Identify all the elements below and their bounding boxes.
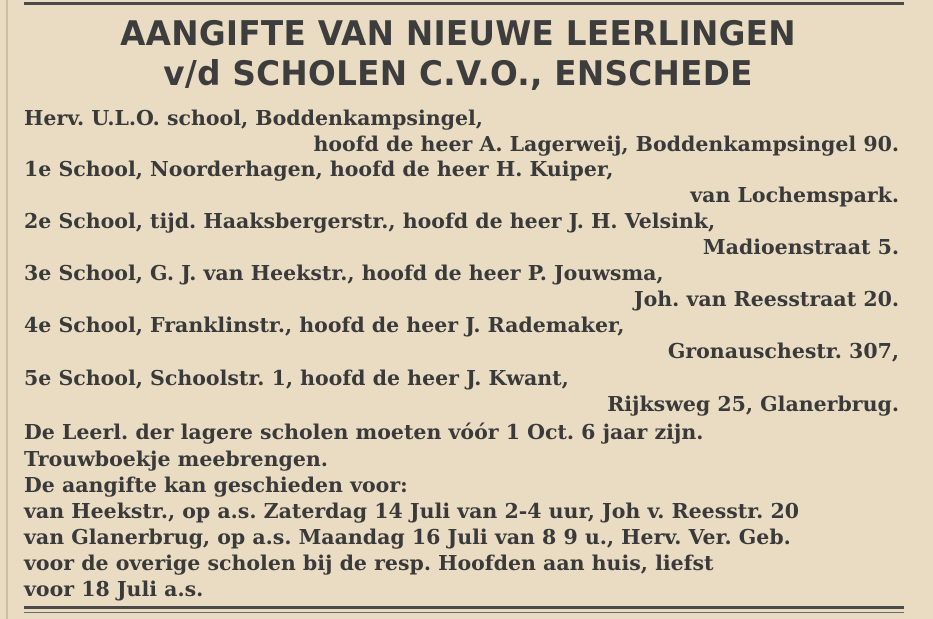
school-5-address: Rijksweg 25, Glanerbrug. (607, 392, 899, 416)
note-bring-booklet: Trouwboekje meebrengen. (24, 447, 328, 471)
school-2-address: Madioenstraat 5. (702, 235, 899, 259)
school-5-name: 5e School, Schoolstr. 1, hoofd de heer J. Kwant, (24, 366, 569, 390)
school-1-address: van Lochemspark. (690, 183, 899, 207)
bottom-rule (24, 606, 904, 609)
school-ulo-head: hoofd de heer A. Lagerweij, Boddenkampsingel 90. (313, 132, 899, 156)
school-1-name: 1e School, Noorderhagen, hoofd de heer H. Kuiper, (24, 157, 614, 181)
school-ulo-name: Herv. U.L.O. school, Boddenkampsingel, (24, 106, 483, 130)
school-3-name: 3e School, G. J. van Heekstr., hoofd de heer P. Jouwsma, (24, 261, 664, 285)
top-rule (24, 2, 904, 5)
bottom-rule-thin (24, 612, 904, 613)
school-3-address: Joh. van Reesstraat 20. (633, 287, 899, 311)
school-4-address: Gronauschestr. 307, (667, 339, 899, 363)
note-registration-deadline: voor 18 Juli a.s. (24, 577, 204, 601)
page-edge (6, 0, 8, 619)
school-4-name: 4e School, Franklinstr., hoofd de heer J. Rademaker, (24, 313, 625, 337)
note-registration-glanerbrug: van Glanerbrug, op a.s. Maandag 16 Juli van 8 9 u., Herv. Ver. Geb. (24, 525, 791, 549)
headline-line-2: v/d SCHOLEN C.V.O., ENSCHEDE (163, 54, 753, 94)
note-registration-heekstr: van Heekstr., op a.s. Zaterdag 14 Juli van 2-4 uur, Joh v. Reesstr. 20 (24, 499, 799, 523)
school-2-name: 2e School, tijd. Haaksbergerstr., hoofd de heer J. H. Velsink, (24, 209, 716, 233)
note-registration-other: voor de overige scholen bij de resp. Hoofden aan huis, liefst (24, 551, 714, 575)
note-registration-intro: De aangifte kan geschieden voor: (24, 473, 408, 497)
headline-line-1: AANGIFTE VAN NIEUWE LEERLINGEN (120, 14, 796, 54)
note-age-requirement: De Leerl. der lagere scholen moeten vóór 1 Oct. 6 jaar zijn. (24, 420, 704, 444)
